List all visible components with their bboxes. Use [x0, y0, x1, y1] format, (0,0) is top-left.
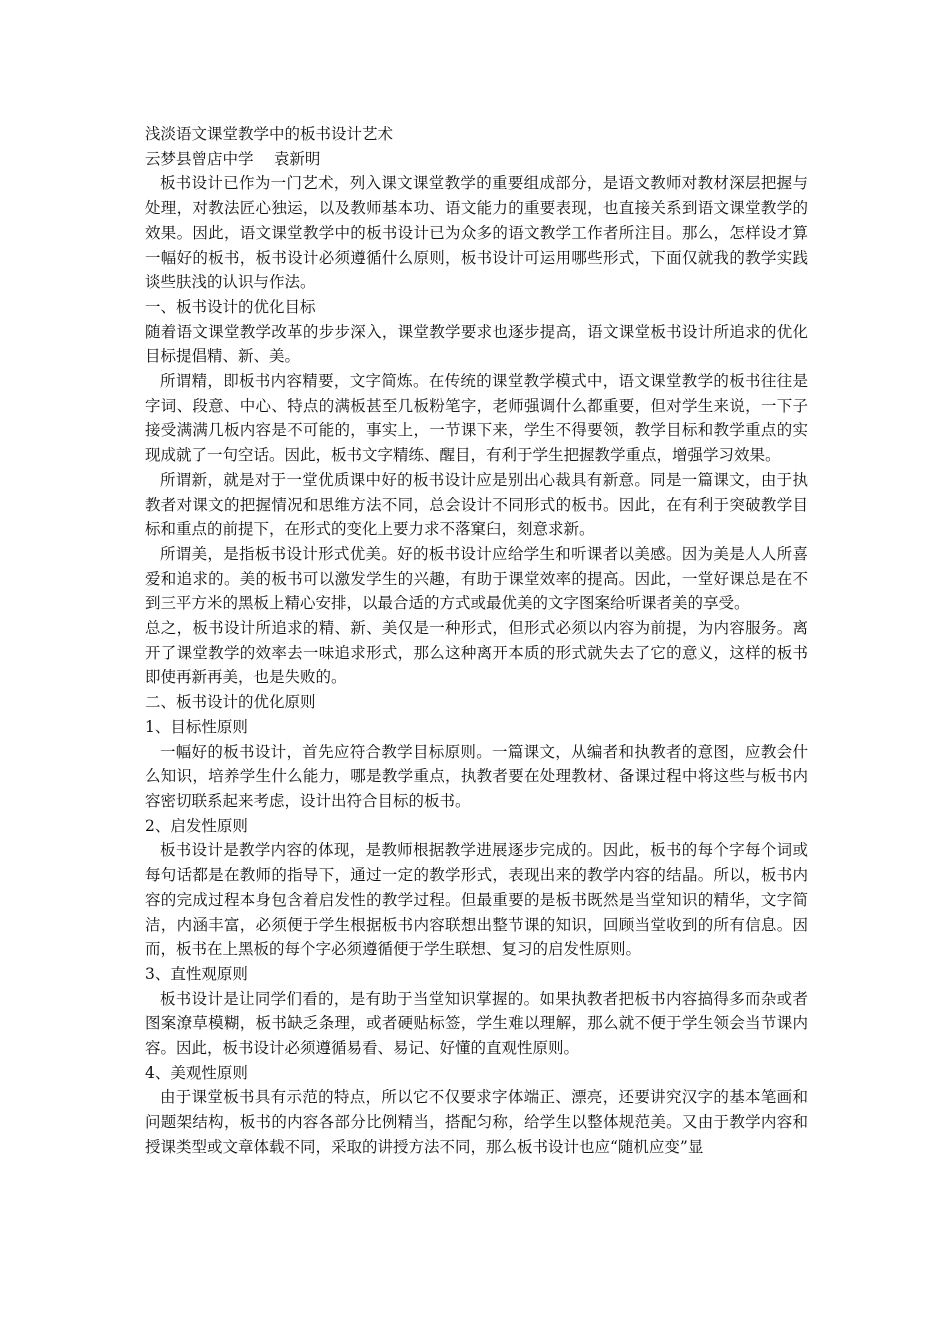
author-byline: 云梦县曾店中学 袁新明 [145, 149, 321, 168]
section-1-heading: 一、板书设计的优化目标 [145, 297, 316, 316]
intro-paragraph: 板书设计已作为一门艺术，列入课文课堂教学的重要组成部分，是语文教师对教材深层把握与处理，对教法匠心独运，以及教师基本功、语文能力的重要表现，也直接关系到语文课堂教学的效果。因此，语文课堂教学中的板书设计已为众多的语文教学工作者所注目。那么，怎样设才算一幅好的板书，板书设计必须遵循什么原则，板书设计可运用哪些形式，下面仅就我的教学实践谈些肤浅的认识与作法。 [145, 174, 808, 292]
section-2-heading: 二、板书设计的优化原则 [145, 693, 316, 712]
principle-2-heading: 2、启发性原则 [145, 816, 248, 835]
principle-1-paragraph: 一幅好的板书设计，首先应符合教学目标原则。一篇课文，从编者和执教者的意图，应教会什么知识，培养学生什么能力，哪是教学重点，执教者要在处理教材、备课过程中将这些与板书内容密切联系起来考虑，设计出符合目标的板书。 [145, 742, 808, 810]
principle-4-paragraph: 由于课堂板书具有示范的特点，所以它不仅要求字体端正、漂亮，还要讲究汉字的基本笔画和问题架结构，板书的内容各部分比例精当，搭配匀称，给学生以整体规范美。又由于教学内容和授课类型或文章体载不同，采取的讲授方法不同，那么板书设计也应“随机应变”显 [145, 1088, 808, 1156]
document-title: 浅淡语文课堂教学中的板书设计艺术 [145, 125, 394, 143]
section-1-paragraph-5: 总之，板书设计所追求的精、新、美仅是一种形式，但形式必须以内容为前提，为内容服务。离开了课堂教学的效率去一味追求形式，那么这种离开本质的形式就失去了它的意义，这样的板书即使再新再美，也是失败的。 [145, 619, 808, 687]
principle-4-heading: 4、美观性原则 [145, 1063, 248, 1082]
section-1-paragraph-1: 随着语文课堂教学改革的步步深入，课堂教学要求也逐步提高，语文课堂板书设计所追求的优化目标提倡精、新、美。 [145, 322, 808, 366]
principle-1-heading: 1、目标性原则 [145, 717, 248, 736]
section-1-paragraph-4: 所谓美，是指板书设计形式优美。好的板书设计应给学生和听课者以美感。因为美是人人所喜爱和追求的。美的板书可以激发学生的兴趣，有助于课堂效率的提高。因此，一堂好课总是在不到三平方米的黑板上精心安排，以最合适的方式或最优美的文字图案给听课者美的享受。 [145, 544, 808, 613]
document-page [145, 122, 808, 1322]
principle-3-paragraph: 板书设计是让同学们看的，是有助于当堂知识掌握的。如果执教者把板书内容搞得多而杂或者图案潦草模糊，板书缺乏条理，或者硬贴标签，学生难以理解，那么就不便于学生领会当节课内容。因此，板书设计必须遵循易看、易记、好懂的直观性原则。 [145, 989, 808, 1058]
section-1-paragraph-2: 所谓精，即板书内容精要，文字简炼。在传统的课堂教学模式中，语文课堂教学的板书往往是字词、段意、中心、特点的满板甚至几板粉笔字，老师强调什么都重要，但对学生来说，一下子接受满满几板内容是不可能的，事实上，一节课下来，学生不得要领，教学目标和教学重点的实现成就了一句空话。因此，板书文字精练、醒目，有利于学生把握教学重点，增强学习效果。 [145, 372, 808, 465]
section-1-paragraph-3: 所谓新，就是对于一堂优质课中好的板书设计应是别出心裁具有新意。同是一篇课文，由于执教者对课文的把握情况和思维方法不同，总会设计不同形式的板书。因此，在有利于突破教学目标和重点的前提下，在形式的变化上要力求不落窠臼，刻意求新。 [145, 470, 808, 539]
principle-2-paragraph: 板书设计是教学内容的体现，是教师根据教学进展逐步完成的。因此，板书的每个字每个词或每句话都是在教师的指导下，通过一定的教学形式，表现出来的教学内容的结晶。所以，板书内容的完成过程本身包含着启发性的教学过程。但最重要的是板书既然是当堂知识的精华，文字简洁，内涵丰富，必须便于学生根据板书内容联想出整节课的知识，回顾当堂收到的所有信息。因而，板书在上黑板的每个字必须遵循便于学生联想、复习的启发性原则。 [145, 841, 808, 959]
principle-3-heading: 3、直性观原则 [145, 964, 248, 983]
